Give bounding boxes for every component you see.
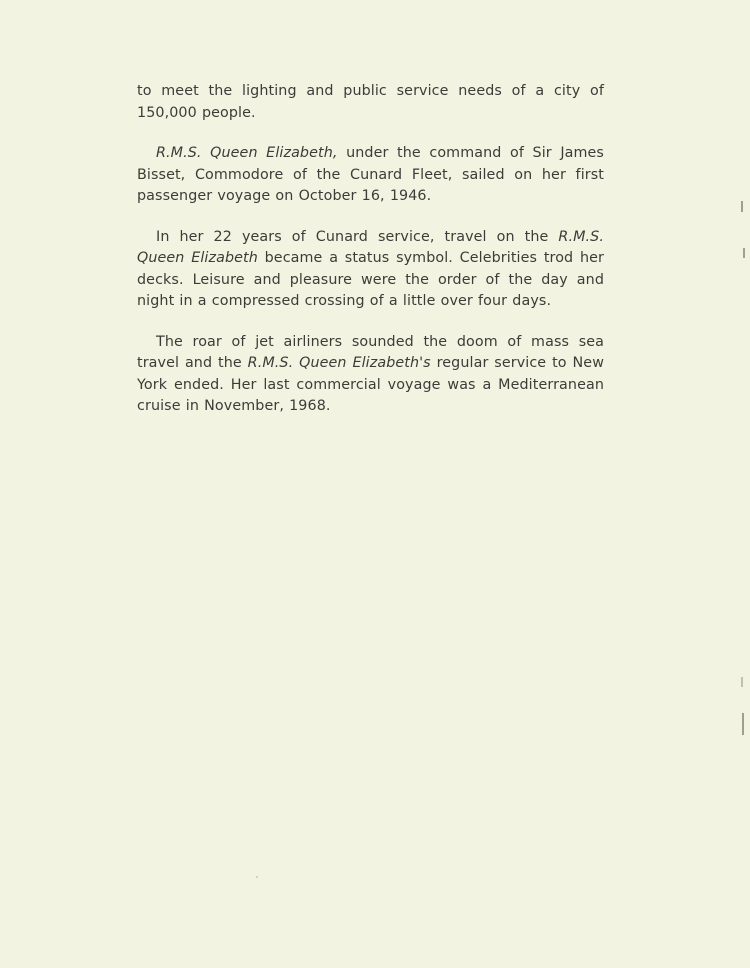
- ship-name: R.M.S. Queen Elizabeth,: [156, 145, 338, 161]
- text-run: The roar of jet airliners sounded the doom of mass sea travel and the: [137, 333, 604, 371]
- paragraph-1: [137, 81, 604, 124]
- scan-mark: [741, 201, 743, 212]
- paragraph-3: [137, 227, 604, 313]
- text-run: to meet the lighting and public service needs of a city of 150,000 people.: [137, 83, 604, 121]
- scan-mark: [742, 713, 744, 735]
- text-run: became a status symbol. Celebrities trod her decks. Leisure and pleasure were the order of the day and night in a compressed crossing of a little over four days.: [137, 250, 604, 309]
- paper-speck: [256, 876, 258, 878]
- ship-name: R.M.S. Queen Elizabeth: [137, 228, 604, 266]
- scan-mark: [743, 248, 745, 258]
- body-text: [137, 81, 604, 418]
- text-run: under the command of Sir James Bisset, Commodore of the Cunard Fleet, sailed on her first passenger voyage on October 16, 1946.: [137, 145, 604, 204]
- text-run: regular service to New York ended. Her last commercial voyage was a Mediterranean cruise in November, 1968.: [137, 355, 604, 414]
- paragraph-2: [137, 143, 604, 208]
- paragraph-4: [137, 332, 604, 418]
- ship-name: R.M.S. Queen Elizabeth's: [247, 355, 431, 371]
- text-run: In her 22 years of Cunard service, travel on the: [156, 228, 559, 245]
- scan-mark: [741, 677, 743, 687]
